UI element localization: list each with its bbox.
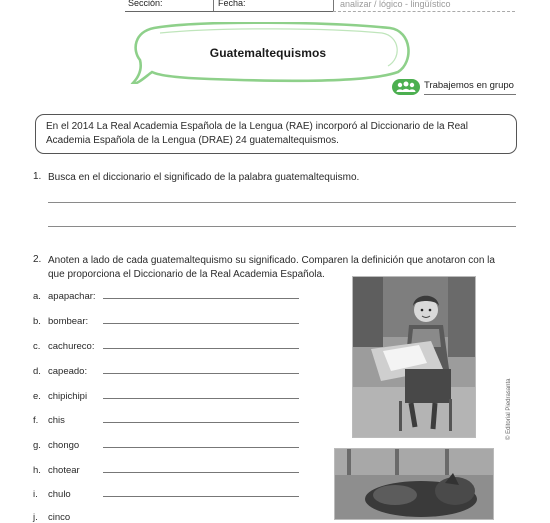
list-item-word: chotear [48,465,80,476]
list-item-answer-line[interactable] [103,373,299,374]
list-item-letter: f. [33,415,39,426]
seccion-label: Sección: [128,0,163,8]
question-2-text: Anoten a lado de cada guatemaltequismo su significado. Comparen la definición que anotaron con la que proporciona el Diccionario de la Real Academia Española. [48,255,495,280]
list-item-word: chulo [48,489,71,500]
header-field-divider [333,0,334,11]
list-item-letter: i. [33,489,38,500]
list-item-word: chis [48,415,65,426]
list-item-word: capeado: [48,366,88,377]
group-people-icon [392,79,420,95]
list-item-answer-line[interactable] [103,422,299,423]
skill-underline [333,11,515,12]
list-item-word: chongo [48,440,80,451]
fecha-label: Fecha: [218,0,246,8]
question-1-text: Busca en el diccionario el significado de la palabra guatemaltequismo. [48,172,360,183]
list-item-word: cachureco: [48,341,95,352]
question-2-number: 2. [33,254,42,265]
list-item-answer-line[interactable] [103,323,299,324]
list-item-letter: g. [33,440,41,451]
group-badge-underline [424,94,516,95]
list-item-letter: h. [33,465,41,476]
list-item-letter: b. [33,316,41,327]
answer-line[interactable] [48,226,516,227]
list-item-letter: d. [33,366,41,377]
header-field-line [125,11,333,12]
list-item-word: chipichipi [48,391,88,402]
answer-line[interactable] [48,202,516,203]
list-item-letter: a. [33,291,41,302]
list-item-answer-line[interactable] [103,496,299,497]
group-badge-label: Trabajemos en grupo [424,80,514,91]
list-item-answer-line[interactable] [103,348,299,349]
intro-text: En el 2014 La Real Academia Española de la Lengua (RAE) incorporó al Diccionario de la Real Academia Española de la Lengua (DRAE) 24 guatemaltequismos. [46,121,468,146]
list-item-word: bombear: [48,316,89,327]
page-title: Guatemaltequismos [209,46,327,60]
sleeping-dog-photo [334,448,494,520]
girl-at-desk-photo [352,276,476,438]
list-item-answer-line[interactable] [103,472,299,473]
list-item-letter: j. [33,512,38,523]
list-item-word: cinco [48,512,71,523]
list-item-answer-line[interactable] [103,447,299,448]
question-1-number: 1. [33,171,42,182]
publisher-credit: © Editorial Piedrasanta [506,378,512,440]
list-item-answer-line[interactable] [103,298,299,299]
skill-text: analizar / lógico - lingüístico [340,0,451,9]
list-item-letter: e. [33,391,41,402]
list-item-letter: c. [33,341,41,352]
list-item-word: apapachar: [48,291,96,302]
header-field-divider [213,0,214,11]
list-item-answer-line[interactable] [103,398,299,399]
